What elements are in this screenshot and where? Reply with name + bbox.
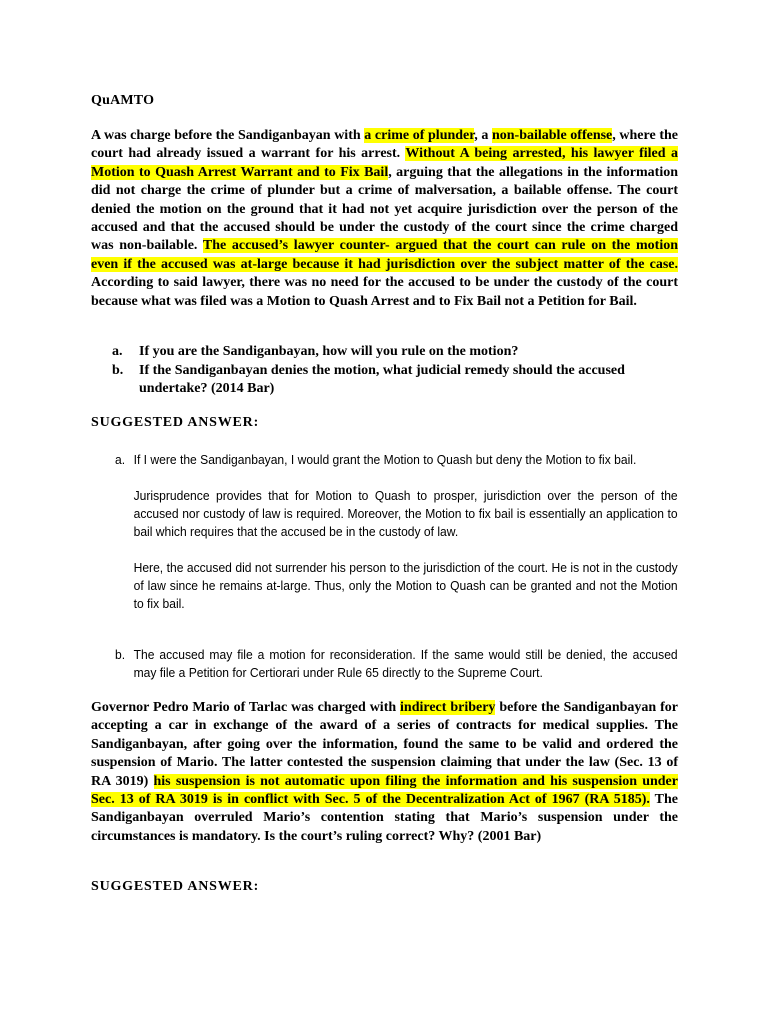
q2-part: before the Sandiganbayan for accepting a car in exchange of the award of a series of contracts for medical supplies. The Sandiganbayan, after going over the information, found the same to be valid and ordered the suspension of Mario. The latter contested the suspension claiming that under the law (Sec. 13 of RA 3019)	[91, 700, 678, 789]
question-2-paragraph	[91, 699, 678, 846]
q1-part: , a	[474, 128, 492, 143]
list-item	[112, 362, 678, 399]
q1-part: , arguing that the allegations in the information did not charge the crime of plunder but a crime of malversation, a bailable offense. The court denied the motion on the ground that it had not yet acquire jurisdiction over the person of the accused and that the accused should be under the custody of the court since the crime charged was non-bailable.	[91, 164, 678, 254]
list-item-text: If you are the Sandiganbayan, how will you rule on the motion?	[139, 344, 519, 359]
answer-a-label: a.	[115, 452, 126, 467]
q1-part: A was charge before the Sandiganbayan with	[91, 128, 365, 143]
answer-b-label: b.	[115, 647, 126, 662]
list-item-label: b.	[112, 362, 124, 378]
list-item-text: If the Sandiganbayan denies the motion, what judicial remedy should the accused undertake? (2014 Bar)	[139, 362, 625, 397]
list-item	[112, 343, 678, 362]
list-item-label: a.	[112, 344, 123, 359]
question-1-list	[112, 343, 678, 399]
q1-highlight: non-bailable offense	[491, 128, 613, 143]
q1-highlight: The accused’s lawyer counter- argued that the court can rule on the motion even if the accused was at-large because it had jurisdiction over the subject matter of the case.	[91, 238, 678, 272]
q1-highlight: Without A being arrested, his lawyer filed a Motion to Quash Arrest Warrant and to Fix Bail	[91, 146, 678, 180]
answer-a-text: If I were the Sandiganbayan, I would grant the Motion to Quash but deny the Motion to fix bail.	[133, 452, 637, 467]
q2-highlight: indirect bribery	[400, 700, 496, 715]
q1-part: , where the court had already issued a warrant for his arrest.	[91, 128, 678, 162]
answer-a-paragraph-2: Jurisprudence provides that for Motion to Quash to prosper, jurisdiction over the person of the accused nor custody of law is required. Moreover, the Motion to fix bail is essentially an application to bail which requires that the accused be in the custody of law.	[133, 488, 678, 539]
question-1-paragraph	[91, 127, 678, 311]
q2-highlight: his suspension is not automatic upon filing the information and his suspension under Sec. 13 of RA 3019 is in conflict with Sec. 5 of the Decentralization Act of 1967 (RA 5185).	[91, 773, 678, 808]
suggested-answer-heading-2: SUGGESTED ANSWER:	[91, 879, 260, 894]
answer-a	[115, 451, 678, 613]
q1-part: According to said lawyer, there was no need for the accused to be under the custody of the court because what was filed was a Motion to Quash Arrest and to Fix Bail not a Petition for Bail.	[91, 275, 678, 309]
q2-part: Governor Pedro Mario of Tarlac was charged with	[91, 700, 401, 715]
answer-a-paragraph-3: Here, the accused did not surrender his person to the jurisdiction of the court. He is not in the custody of law since he remains at-large. Thus, only the Motion to Quash can be granted and not the Motion to fix bail.	[133, 560, 678, 611]
suggested-answer-heading: SUGGESTED ANSWER:	[91, 415, 260, 430]
q2-part: The Sandiganbayan overruled Mario’s contention stating that Mario’s suspension under the circumstances is mandatory. Is the court’s ruling correct? Why? (2001 Bar)	[91, 792, 678, 844]
answer-b	[115, 646, 678, 682]
answer-b-text: The accused may file a motion for reconsideration. If the same would still be denied, the accused may file a Petition for Certiorari under Rule 65 directly to the Supreme Court.	[133, 647, 678, 680]
q1-highlight: a crime of plunder	[364, 128, 475, 143]
section-heading: QuAMTO	[91, 93, 155, 108]
